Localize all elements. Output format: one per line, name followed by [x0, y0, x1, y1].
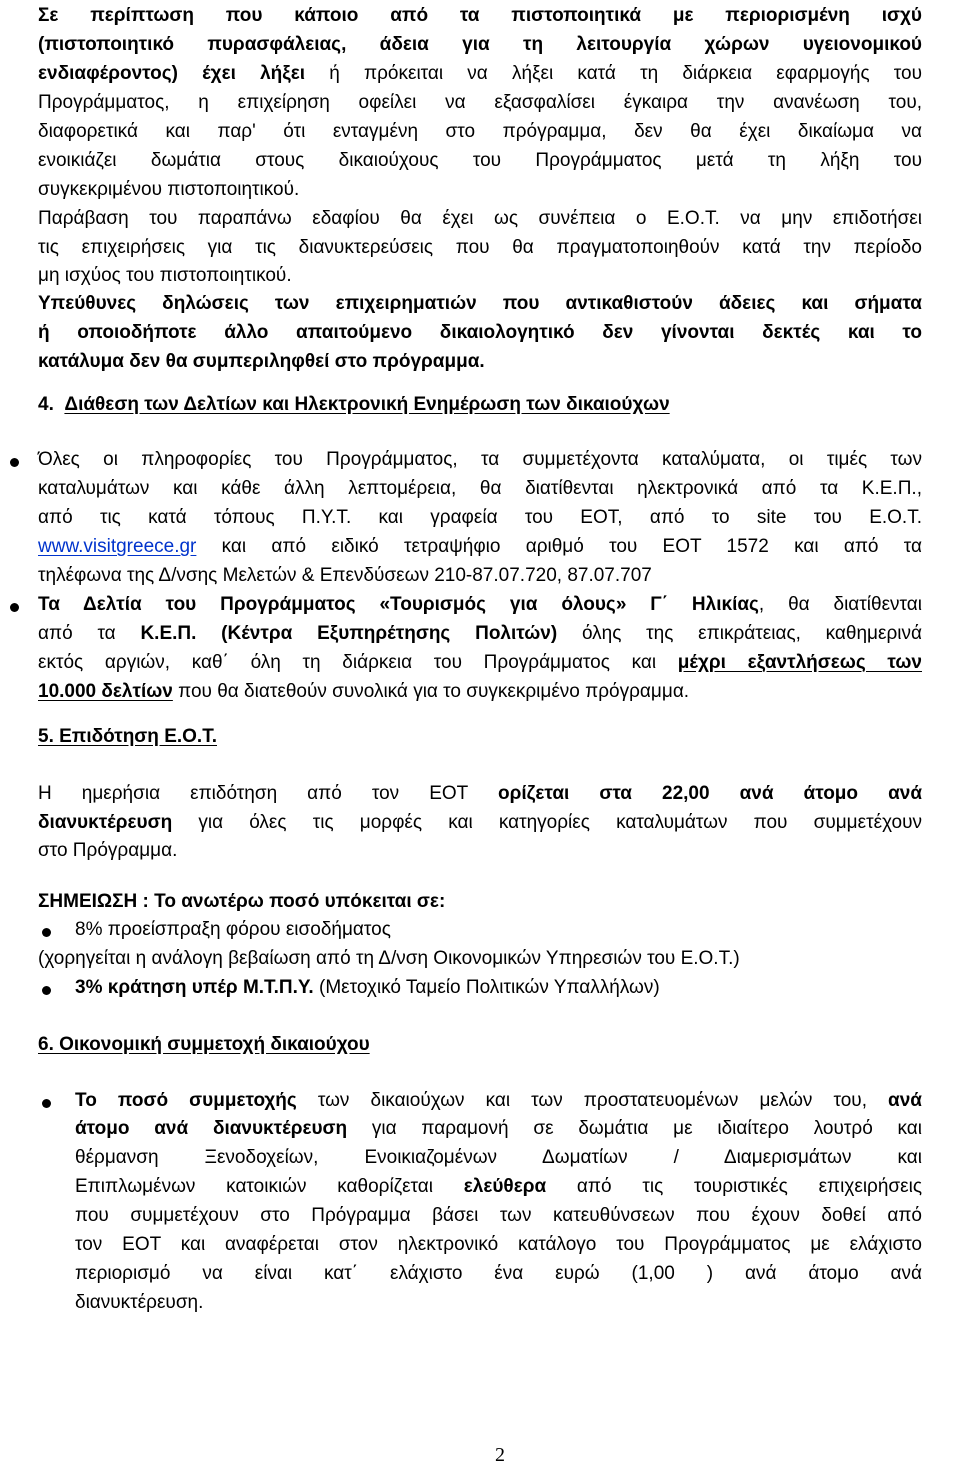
s6-line-7: περιορισμό να είναι κατ΄ ελάχιστο ένα ευρώ (1,00 ) ανά άτομο ανά [75, 1263, 922, 1284]
s4-b2-line-2-pre: από τα [38, 623, 141, 644]
para1-line-3 [38, 60, 922, 87]
s6-line-6: τον ΕΟΤ και αναφέρεται στον ηλεκτρονικό κατάλογο του Προγράμματος με ελάχιστο [75, 1234, 922, 1255]
s5-line-1 [38, 780, 922, 807]
para3-line-1: Υπεύθυνες δηλώσεις των επιχειρηματιών που αντικαθιστούν άδειες και σήματα [38, 293, 922, 314]
s6-line-3: θέρμανση Ξενοδοχείων, Ενοικιαζομένων Δωματίων / Διαμερισμάτων και [75, 1147, 922, 1168]
s4-b2-line-1-bold: Τα Δελτία του Προγράμματος «Τουρισμός για όλους» Γ΄ Ηλικίας [38, 594, 759, 615]
s4-b2-line-2-rest: όλης της επικράτειας, καθημερινά [557, 623, 922, 644]
s4-b1-line-4-rest: και από ειδικό τετραψήφιο αριθμό του ΕΟΤ 1572 και από τα [196, 536, 922, 557]
bullet-icon [10, 603, 19, 612]
para2-line-1: Παράβαση του παραπάνω εδαφίου θα έχει ως συνέπεια ο Ε.Ο.Τ. να μην επιδοτήσει [38, 208, 922, 229]
section5-title: 5. Επιδότηση Ε.Ο.Τ. [38, 726, 217, 747]
s4-b1-line-3: από τις κατά τόπους Π.Υ.Τ. και γραφεία του ΕΟΤ, από το site του Ε.Ο.Τ. [38, 507, 922, 528]
section4-number: 4. [38, 394, 54, 415]
para1-line-5: διαφορετικά και παρ' ότι ενταγμένη στο πρόγραμμα, δεν θα έχει δικαίωμα να [38, 121, 922, 142]
s6-line-2-bold: άτομο ανά διανυκτέρευση [75, 1118, 348, 1139]
s4-b2-line-3 [38, 649, 922, 676]
s4-b2-line-1-rest: , θα διατίθενται [758, 594, 922, 615]
s6-line-5: που συμμετέχουν στο Πρόγραμμα βάσει των κατευθύνσεων που έχουν δοθεί από [75, 1205, 922, 1226]
para2-line-3: μη ισχύος του πιστοποιητικού. [38, 265, 292, 286]
section4-heading [38, 391, 670, 418]
para1-line-3-bold: ενδιαφέροντος) έχει λήξει [38, 63, 306, 84]
s5-note-title: ΣΗΜΕΙΩΣΗ : Το ανωτέρω ποσό υπόκειται σε: [38, 891, 446, 912]
s5-note-bullet-2 [75, 974, 660, 1001]
s5-note-bullet-2-rest: (Μετοχικό Ταμείο Πολιτικών Υπαλλήλων) [313, 977, 660, 998]
s6-line-1 [75, 1087, 922, 1114]
para1-line-6: ενοικιάζει δωμάτια στους δικαιούχους του Προγράμματος μετά τη λήξη του [38, 150, 922, 171]
section6-title: 6. Οικονομική συμμετοχή δικαιούχου [38, 1034, 370, 1055]
s5-line-2-bold: διανυκτέρευση [38, 812, 173, 833]
s4-b2-line-4-bold: 10.000 δελτίων [38, 681, 173, 702]
s5-line-1-pre: Η ημερήσια επιδότηση από τον ΕΟΤ [38, 783, 498, 804]
bullet-icon [42, 928, 51, 937]
para3-line-2: ή οποιοδήποτε άλλο απαιτούμενο δικαιολογητικό δεν γίνονται δεκτές και το [38, 322, 922, 343]
s5-note-bullet-1-cont: (χορηγείται η ανάλογη βεβαίωση από τη Δ/νση Οικονομικών Υπηρεσιών του Ε.Ο.Τ.) [38, 948, 740, 969]
s6-line-4-bold: ελεύθερα [463, 1176, 547, 1197]
bullet-icon [42, 986, 51, 995]
s5-line-1-bold: ορίζεται στα 22,00 ανά άτομο ανά [497, 783, 922, 804]
para1-line-2: (πιστοποιητικό πυρασφάλειας, άδεια για τη λειτουργία χώρων υγειονομικού [38, 34, 922, 55]
s6-line-2-rest: για παραμονή σε δωμάτια με ιδιαίτερο λουτρό και [347, 1118, 923, 1139]
s4-b2-line-1 [38, 591, 922, 618]
s5-line-3: στο Πρόγραμμα. [38, 840, 178, 861]
bullet-icon [42, 1099, 51, 1108]
s4-b2-line-2 [38, 620, 922, 647]
s5-line-2-rest: για όλες τις μορφές και κατηγορίες καταλυμάτων που συμμετέχουν [172, 812, 922, 833]
s5-note-bullet-1: 8% προείσπραξη φόρου εισοδήματος [75, 919, 391, 940]
s6-line-4-pre: Επιπλωμένων κατοικιών καθορίζεται [75, 1176, 464, 1197]
s6-line-1-bold2: ανά [888, 1090, 922, 1111]
s6-line-1-bold: Το ποσό συμμετοχής [75, 1090, 297, 1111]
s4-b2-line-3-bold: μέχρι εξαντλήσεως των [677, 652, 922, 673]
para1-line-4: Προγράμματος, η επιχείρηση οφείλει να εξασφαλίσει έγκαιρα την ανανέωση του, [38, 92, 922, 113]
s6-line-1-mid: των δικαιούχων και των προστατευομένων μελών του, [296, 1090, 889, 1111]
para3-line-3: κατάλυμα δεν θα συμπεριληφθεί στο πρόγραμμα. [38, 351, 485, 372]
s4-b1-line-5: τηλέφωνα της Δ/νσης Μελετών & Επενδύσεων 210-87.07.720, 87.07.707 [38, 565, 652, 586]
s4-b1-line-4 [38, 533, 922, 560]
s5-line-2 [38, 809, 922, 836]
s6-line-4 [75, 1173, 922, 1200]
s6-line-4-rest: από τις τουριστικές επιχειρήσεις [546, 1176, 922, 1197]
para2-line-2: τις επιχειρήσεις για τις διανυκτερεύσεις που θα πραγματοποιηθούν κατά την περίοδο [38, 237, 922, 258]
section4-title: Διάθεση των Δελτίων και Ηλεκτρονική Ενημέρωση των δικαιούχων [64, 394, 670, 415]
s6-line-2 [75, 1115, 922, 1142]
visitgreece-link[interactable]: www.visitgreece.gr [38, 536, 197, 557]
s4-b2-line-4 [38, 678, 689, 705]
s4-b2-line-2-bold: Κ.Ε.Π. (Κέντρα Εξυπηρέτησης Πολιτών) [140, 623, 558, 644]
s6-line-8: διανυκτέρευση. [75, 1292, 204, 1313]
s4-b2-line-4-rest: που θα διατεθούν συνολικά για το συγκεκριμένο πρόγραμμα. [172, 681, 690, 702]
s4-b2-line-3-pre: εκτός αργιών, καθ΄ όλη τη διάρκεια του Προγράμματος και [38, 652, 678, 673]
page-number: 2 [495, 1444, 505, 1466]
bullet-icon [10, 458, 19, 467]
para1-line-7: συγκεκριμένου πιστοποιητικού. [38, 179, 300, 200]
para1-line-1: Σε περίπτωση που κάποιο από τα πιστοποιητικά με περιορισμένη ισχύ [38, 5, 922, 26]
s5-note-bullet-2-bold: 3% κράτηση υπέρ Μ.Τ.Π.Υ. [75, 977, 314, 998]
s4-b1-line-2: καταλυμάτων και κάθε άλλη λεπτομέρεια, θα διατίθενται ηλεκτρονικά από τα Κ.Ε.Π., [38, 478, 922, 499]
s4-b1-line-1: Όλες οι πληροφορίες του Προγράμματος, τα συμμετέχοντα καταλύματα, οι τιμές των [38, 449, 922, 470]
para1-line-3-rest: ή πρόκειται να λήξει κατά τη διάρκεια εφαρμογής του [305, 63, 922, 84]
